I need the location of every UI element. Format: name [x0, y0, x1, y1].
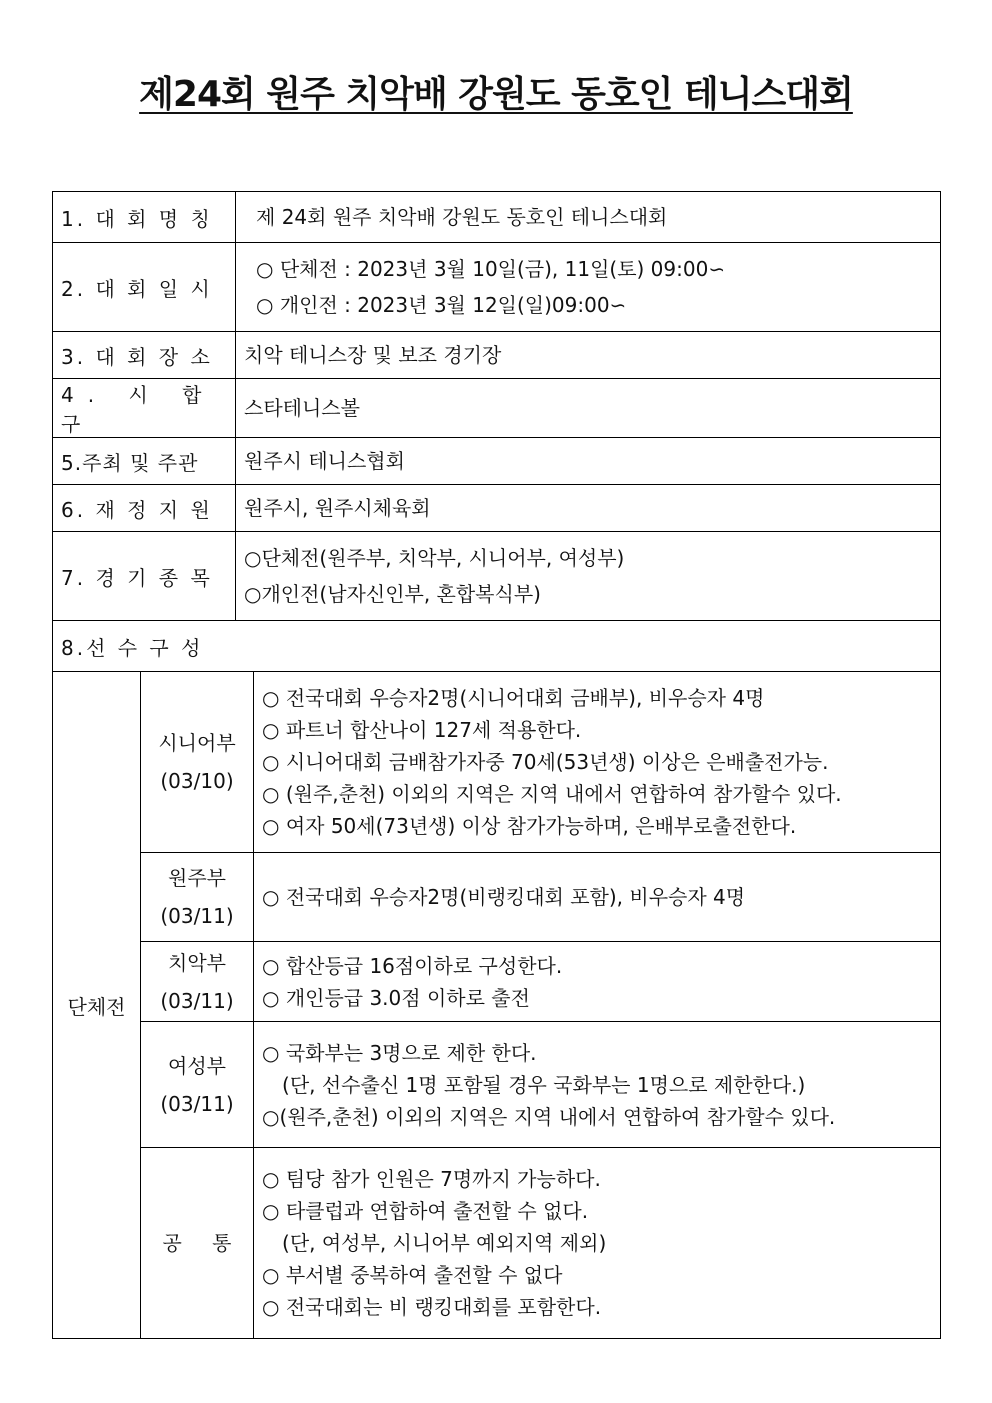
division-name-common: 공 통 [141, 1148, 254, 1339]
division-rules-chiak: ○ 합산등급 16점이하로 구성한다. ○ 개인등급 3.0점 이하로 출전 [254, 942, 941, 1022]
label-event-name: 1. 대 회 명 칭 [53, 192, 236, 243]
row-match-ball [53, 379, 941, 438]
info-table [52, 191, 941, 1339]
row-event-date [53, 243, 941, 332]
row-event-venue [53, 332, 941, 379]
row-events [53, 532, 941, 621]
label-event-venue: 3. 대 회 장 소 [53, 332, 236, 379]
value-event-name: 제 24회 원주 치악배 강원도 동호인 테니스대회 [236, 192, 941, 243]
label-events: 7. 경 기 종 목 [53, 532, 236, 621]
division-row-chiak [53, 942, 941, 1022]
division-rules-women: ○ 국화부는 3명으로 제한 한다. (단, 선수출신 1명 포함될 경우 국화부는 1명으로 제한한다.) ○(원주,춘천) 이외의 지역은 지역 내에서 연합하여 참가할수 있다. [254, 1022, 941, 1148]
label-player-composition: 8.선 수 구 성 [53, 621, 941, 672]
value-sponsor: 원주시, 원주시체육회 [236, 485, 941, 532]
label-event-date: 2. 대 회 일 시 [53, 243, 236, 332]
label-match-ball: 4. 시 합 구 [53, 379, 236, 438]
label-sponsor: 6. 재 정 지 원 [53, 485, 236, 532]
value-organizer: 원주시 테니스협회 [236, 438, 941, 485]
document-title: 제24회 원주 치악배 강원도 동호인 테니스대회 [139, 74, 853, 115]
value-event-date: ○ 단체전 : 2023년 3월 10일(금), 11일(토) 09:00∽ ○ 개인전 : 2023년 3월 12일(일)09:00∽ [236, 243, 941, 332]
division-rules-common: ○ 팀당 참가 인원은 7명까지 가능하다. ○ 타클럽과 연합하여 출전할 수 없다. (단, 여성부, 시니어부 예외지역 제외) ○ 부서별 중복하여 출전할 수 없다 ○ 전국대회는 비 랭킹대회를 포함한다. [254, 1148, 941, 1339]
row-organizer [53, 438, 941, 485]
label-organizer: 5.주최 및 주관 [53, 438, 236, 485]
value-event-venue: 치악 테니스장 및 보조 경기장 [236, 332, 941, 379]
division-name-chiak: 치악부 (03/11) [141, 942, 254, 1022]
division-rules-senior: ○ 전국대회 우승자2명(시니어대회 금배부), 비우승자 4명 ○ 파트너 합산나이 127세 적용한다. ○ 시니어대회 금배참가자중 70세(53년생) 이상은 은배출전가능. ○ (원주,춘천) 이외의 지역은 지역 내에서 연합하여 참가할수 있다. ○ 여자 50세(73년생) 이상 참가가능하며, 은배부로출전한다. [254, 672, 941, 853]
row-event-name [53, 192, 941, 243]
division-name-senior: 시니어부 (03/10) [141, 672, 254, 853]
division-rules-wonju: ○ 전국대회 우승자2명(비랭킹대회 포함), 비우승자 4명 [254, 853, 941, 942]
division-row-senior [53, 672, 941, 853]
division-name-women: 여성부 (03/11) [141, 1022, 254, 1148]
division-row-women [53, 1022, 941, 1148]
division-row-common [53, 1148, 941, 1339]
row-player-composition [53, 621, 941, 672]
row-sponsor [53, 485, 941, 532]
division-name-wonju: 원주부 (03/11) [141, 853, 254, 942]
division-row-wonju [53, 853, 941, 942]
value-match-ball: 스타테니스볼 [236, 379, 941, 438]
value-events: ○단체전(원주부, 치악부, 시니어부, 여성부) ○개인전(남자신인부, 혼합복식부) [236, 532, 941, 621]
group-team-event: 단체전 [53, 672, 141, 1339]
